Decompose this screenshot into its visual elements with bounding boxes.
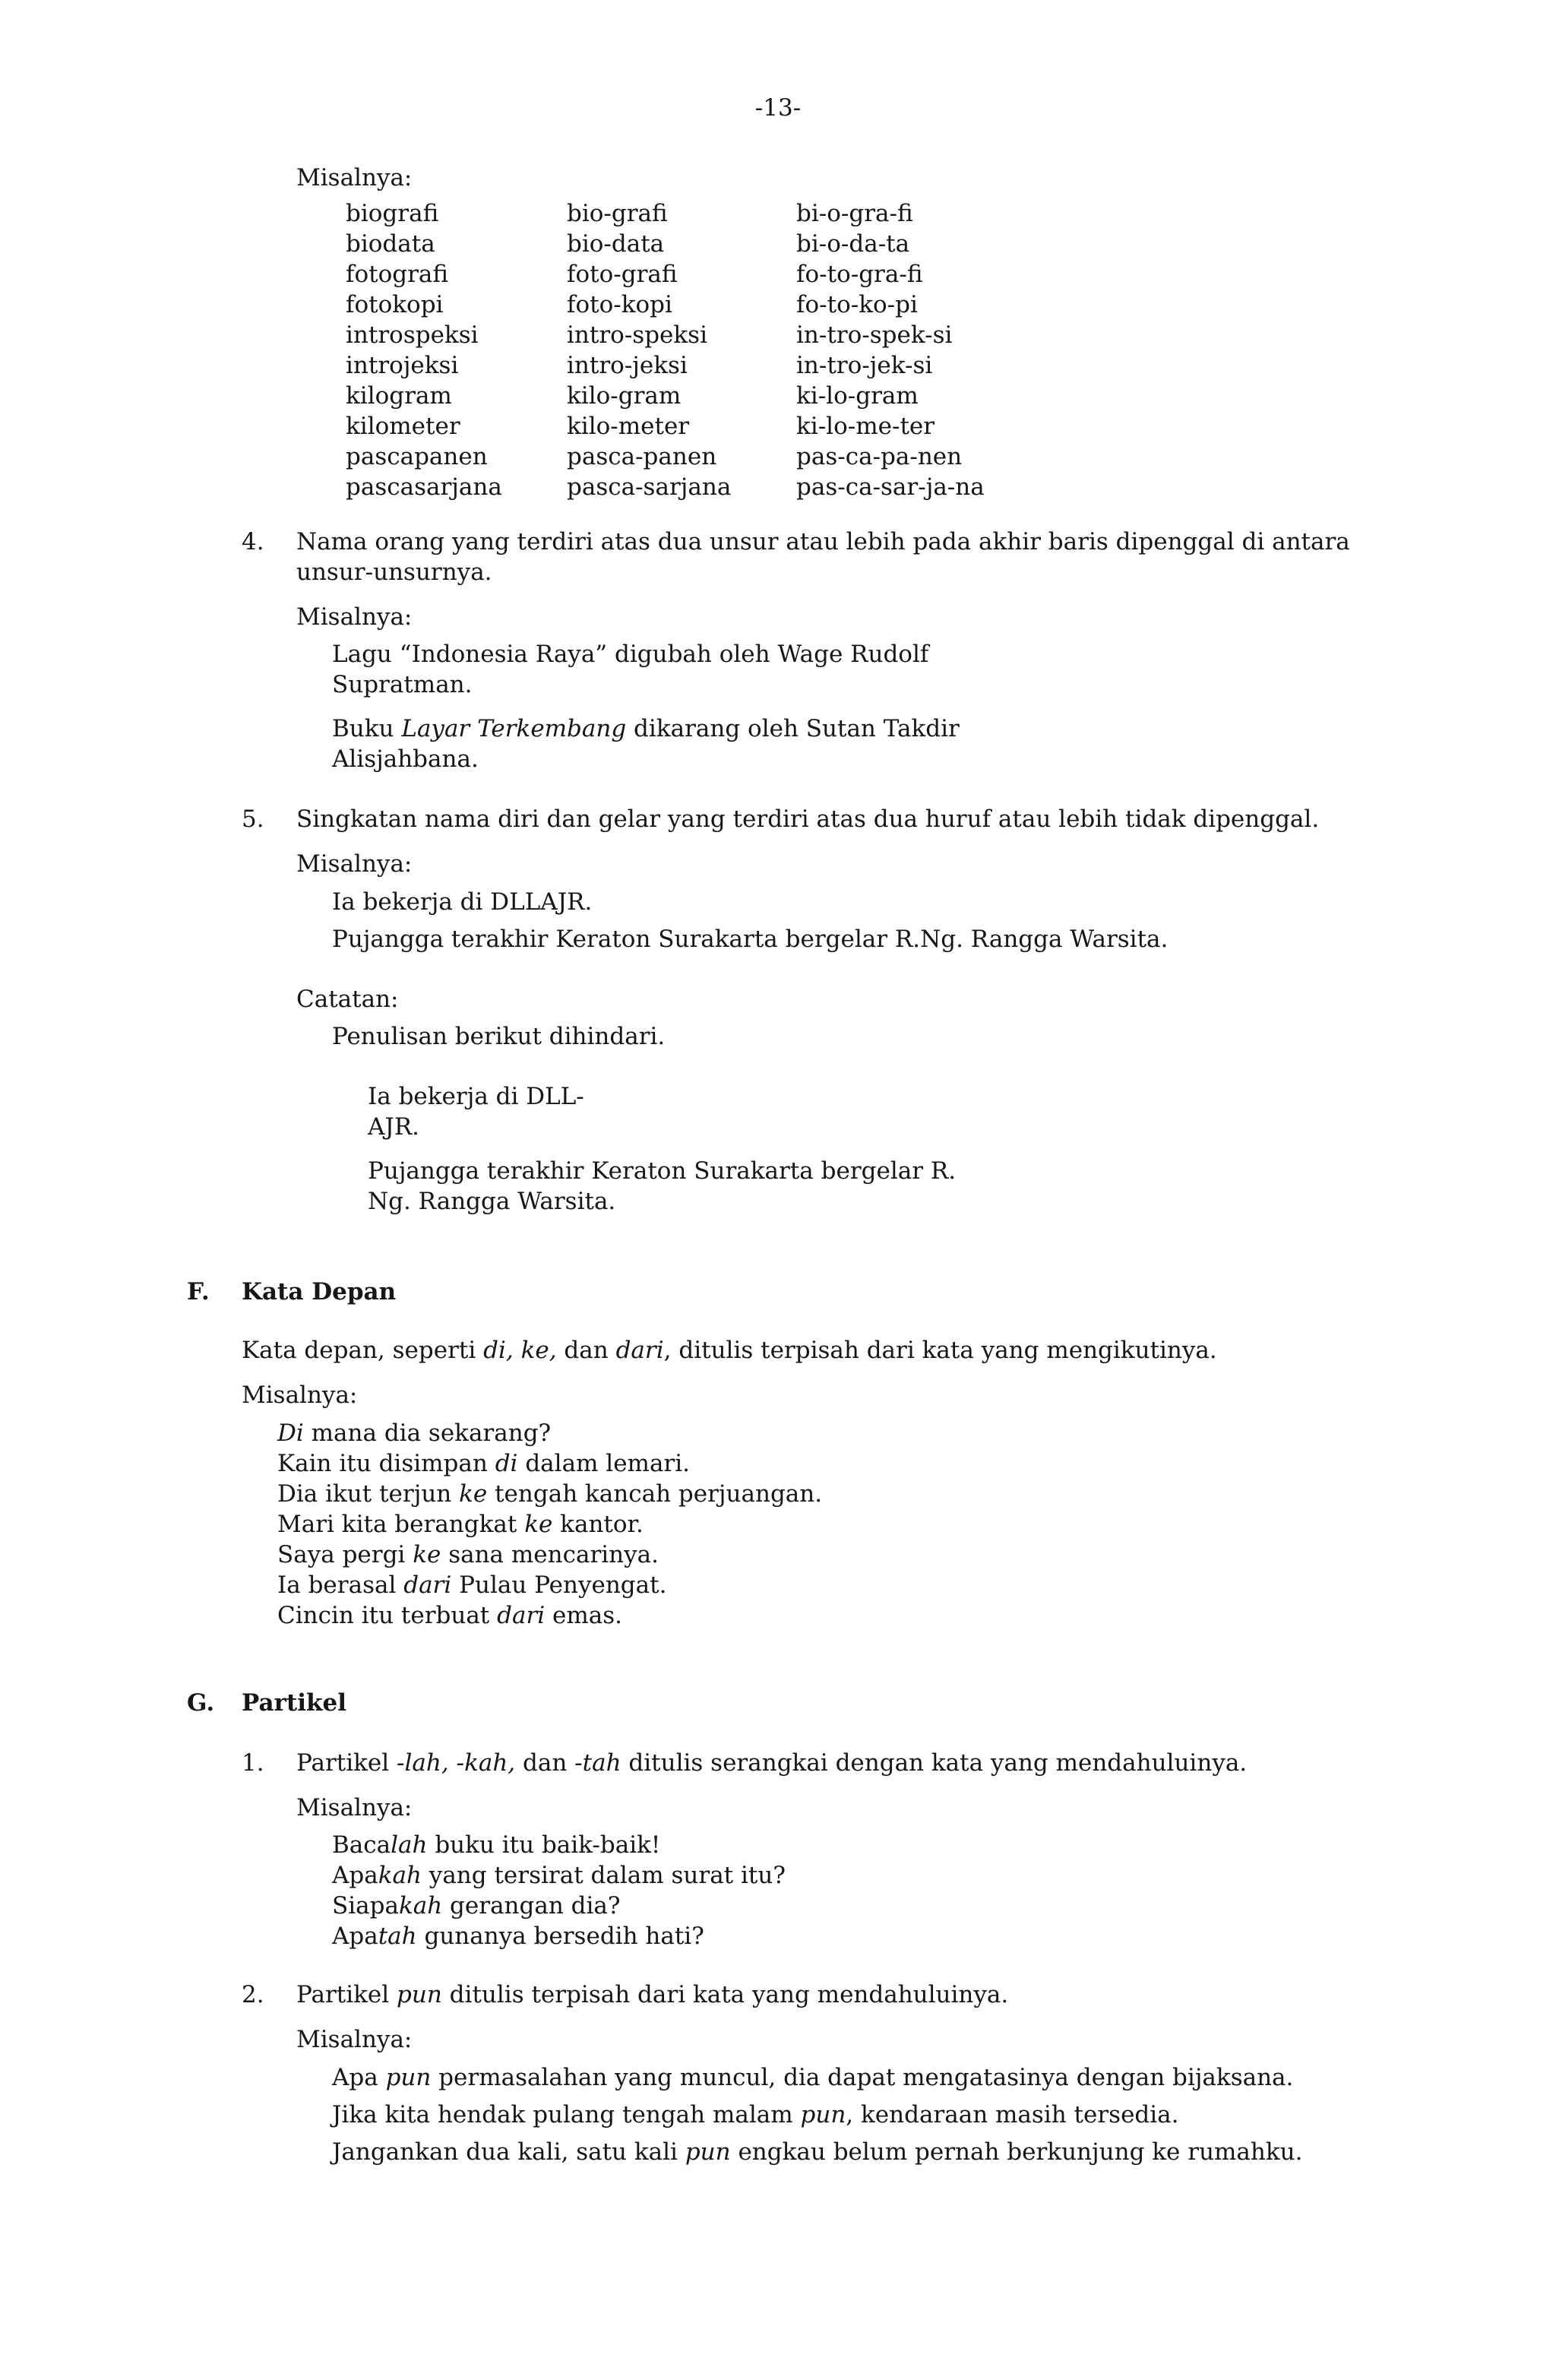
text-run: Partikel — [296, 1981, 397, 2008]
text-run: Dia ikut terjun — [277, 1480, 460, 1508]
text-run: ditulis serangkai dengan kata yang mendahuluinya. — [621, 1749, 1248, 1777]
text-run: Cincin itu terbuat — [277, 1602, 498, 1629]
hyphenation-column-words — [346, 198, 502, 502]
section-g-rule-2-number: 2. — [242, 1981, 264, 2008]
italic-term: ke — [524, 1511, 553, 1538]
italic-term: -lah, -kah, — [397, 1749, 516, 1777]
hyphenation-cell: bio-grafi — [567, 200, 668, 227]
italic-term: pun — [385, 2064, 432, 2091]
hyphenation-column-elements — [567, 198, 731, 502]
example-line — [277, 1448, 822, 1479]
rule-4-example-1 — [332, 639, 928, 700]
hyphenation-cell: bio-data — [567, 230, 665, 258]
example-line — [332, 1860, 786, 1891]
text-run: dalam lemari. — [517, 1450, 691, 1477]
hyphenation-cell: in-tro-spek-si — [796, 321, 953, 349]
text-run: Partikel — [296, 1749, 397, 1777]
section-f-example-label: Misalnya: — [242, 1381, 358, 1409]
hyphenation-cell: pas-ca-sar-ja-na — [796, 473, 985, 501]
italic-term: kah — [398, 1892, 443, 1920]
text-run: dan — [556, 1337, 616, 1364]
section-g-rule-1-number: 1. — [242, 1749, 264, 1777]
example-line: AJR. — [368, 1113, 420, 1141]
section-g-rule-1-text — [296, 1748, 1247, 1778]
italic-term: di, ke, — [483, 1337, 557, 1364]
example-line: Alisjahbana. — [332, 745, 479, 773]
section-g-rule-2-text — [296, 1980, 1008, 2010]
text-run: Jika kita hendak pulang tengah malam — [332, 2101, 801, 2128]
example-line — [332, 1921, 786, 1951]
example-line: Ng. Rangga Warsita. — [368, 1188, 616, 1215]
example-line — [332, 714, 960, 744]
italic-term: pun — [800, 2101, 846, 2128]
hyphenation-cell: biografi — [346, 200, 439, 227]
rule-4-text-line-1: Nama orang yang terdiri atas dua unsur atau lebih pada akhir baris dipenggal di antara — [296, 528, 1350, 555]
hyphenation-cell: fo-to-gra-fi — [796, 261, 923, 288]
section-g-rule-2-example-label: Misalnya: — [296, 2026, 413, 2053]
hyphenation-cell: pasca-panen — [567, 443, 717, 470]
italic-term: ke — [459, 1480, 488, 1508]
example-line — [332, 2100, 1302, 2130]
section-f-examples — [277, 1418, 822, 1631]
hyphenation-cell: bi-o-da-ta — [796, 230, 910, 258]
text-run: Jangankan dua kali, satu kali — [332, 2138, 685, 2166]
example-line — [277, 1479, 822, 1509]
hyphenation-cell: ki-lo-gram — [796, 382, 919, 410]
hyphenation-cell: fotokopi — [346, 291, 444, 318]
italic-term: kah — [378, 1862, 422, 1889]
rule-4-text-line-2: unsur-unsurnya. — [296, 559, 492, 586]
section-f-letter: F. — [187, 1278, 210, 1306]
text-run: Pulau Penyengat. — [451, 1571, 667, 1599]
text-run: gunanya bersedih hati? — [416, 1923, 704, 1950]
section-f-intro — [242, 1335, 1217, 1366]
example-line — [332, 1891, 786, 1921]
italic-term: -tah — [574, 1749, 621, 1777]
text-run: , kendaraan masih tersedia. — [846, 2101, 1179, 2128]
section-g-rule-1-example-label: Misalnya: — [296, 1794, 413, 1821]
avoid-example-1 — [368, 1081, 584, 1142]
text-run: dikarang oleh Sutan Takdir — [626, 715, 960, 742]
hyphenation-cell: pasca-sarjana — [567, 473, 732, 501]
text-run: engkau belum pernah berkunjung ke rumahku. — [730, 2138, 1303, 2166]
text-run: emas. — [545, 1602, 623, 1629]
text-run: , ditulis terpisah dari kata yang mengikutinya. — [663, 1337, 1217, 1364]
section-g-rule-1-examples — [332, 1830, 786, 1951]
italic-term: pun — [685, 2138, 731, 2166]
section-f-title: Kata Depan — [242, 1278, 397, 1306]
example-line — [277, 1509, 822, 1540]
rule-5-number: 5. — [242, 805, 264, 833]
hyphenation-cell: pas-ca-pa-nen — [796, 443, 963, 470]
example-line — [277, 1570, 822, 1600]
text-run: permasalahan yang muncul, dia dapat mengatasinya dengan bijaksana. — [431, 2064, 1294, 2091]
text-run: Kata depan, seperti — [242, 1337, 484, 1364]
section-g-rule-2-examples — [332, 2062, 1302, 2174]
rule-4-example-label: Misalnya: — [296, 603, 413, 631]
italic-term: lah — [391, 1831, 428, 1859]
hyphenation-cell: introjeksi — [346, 352, 459, 379]
hyphenation-cell: bi-o-gra-fi — [796, 200, 913, 227]
hyphenation-cell: foto-grafi — [567, 261, 678, 288]
italic-term: Di — [277, 1419, 304, 1447]
text-run: Apa — [332, 2064, 386, 2091]
hyphenation-cell: fotografi — [346, 261, 449, 288]
rule-5-example-1: Ia bekerja di DLLAJR. — [332, 888, 593, 916]
text-run: Ia berasal — [277, 1571, 404, 1599]
text-run: Saya pergi — [277, 1541, 413, 1568]
hyphenation-cell: kilometer — [346, 413, 460, 440]
text-run: Baca — [332, 1831, 391, 1859]
rule-4-text — [296, 527, 1350, 587]
rule-4-example-2 — [332, 714, 960, 774]
italic-term: tah — [378, 1923, 417, 1950]
hyphenation-cell: kilogram — [346, 382, 452, 410]
italic-term: di — [495, 1450, 518, 1477]
italic-term: ke — [413, 1541, 441, 1568]
section-g-title: Partikel — [242, 1689, 346, 1717]
text-run: tengah kancah perjuangan. — [487, 1480, 823, 1508]
example-line — [332, 2062, 1302, 2093]
hyphenation-cell: kilo-meter — [567, 413, 690, 440]
example-line — [277, 1540, 822, 1570]
rule-4-number: 4. — [242, 528, 264, 555]
text-run: sana mencarinya. — [441, 1541, 659, 1568]
avoid-example-2 — [368, 1156, 956, 1217]
rule-5-example-2: Pujangga terakhir Keraton Surakarta bergelar R.Ng. Rangga Warsita. — [332, 926, 1169, 953]
rule-5-text: Singkatan nama diri dan gelar yang terdiri atas dua huruf atau lebih tidak dipenggal. — [296, 805, 1320, 833]
text-run: dan — [515, 1749, 575, 1777]
text-run: ditulis terpisah dari kata yang mendahuluinya. — [441, 1981, 1009, 2008]
hyphenation-cell: in-tro-jek-si — [796, 352, 933, 379]
hyphenation-cell: intro-speksi — [567, 321, 708, 349]
rule-5-example-label: Misalnya: — [296, 850, 413, 878]
example-label: Misalnya: — [296, 164, 413, 191]
hyphenation-cell: intro-jeksi — [567, 352, 688, 379]
note-text: Penulisan berikut dihindari. — [332, 1023, 666, 1050]
text-run: Buku — [332, 715, 402, 742]
text-run: Kain itu disimpan — [277, 1450, 495, 1477]
example-line — [332, 1830, 786, 1860]
book-title-italic: Layar Terkembang — [401, 715, 627, 742]
note-label: Catatan: — [296, 986, 399, 1013]
example-line — [277, 1418, 822, 1448]
text-run: yang tersirat dalam surat itu? — [421, 1862, 786, 1889]
text-run: gerangan dia? — [442, 1892, 621, 1920]
italic-term: pun — [397, 1981, 442, 2008]
hyphenation-cell: kilo-gram — [567, 382, 682, 410]
hyphenation-cell: fo-to-ko-pi — [796, 291, 918, 318]
example-line: Supratman. — [332, 671, 473, 698]
example-line — [277, 1600, 822, 1631]
text-run: Siapa — [332, 1892, 399, 1920]
text-run: kantor. — [552, 1511, 644, 1538]
section-g-letter: G. — [187, 1689, 215, 1717]
text-run: mana dia sekarang? — [303, 1419, 552, 1447]
text-run: Mari kita berangkat — [277, 1511, 525, 1538]
text-run: Apa — [332, 1862, 378, 1889]
hyphenation-cell: foto-kopi — [567, 291, 672, 318]
example-line: Ia bekerja di DLL- — [368, 1083, 584, 1110]
hyphenation-cell: pascasarjana — [346, 473, 502, 501]
page-number: -13- — [754, 94, 802, 122]
hyphenation-cell: biodata — [346, 230, 435, 258]
hyphenation-column-syllables — [796, 198, 985, 502]
italic-term: dari — [403, 1571, 452, 1599]
example-line: Lagu “Indonesia Raya” digubah oleh Wage Rudolf — [332, 641, 929, 668]
hyphenation-cell: pascapanen — [346, 443, 488, 470]
example-line: Pujangga terakhir Keraton Surakarta bergelar R. — [368, 1157, 957, 1185]
text-run: Apa — [332, 1923, 378, 1950]
italic-term: dari — [497, 1602, 546, 1629]
italic-term: dari — [615, 1337, 664, 1364]
text-run: buku itu baik-baik! — [427, 1831, 661, 1859]
hyphenation-cell: ki-lo-me-ter — [796, 413, 935, 440]
hyphenation-cell: introspeksi — [346, 321, 479, 349]
example-line — [332, 2137, 1302, 2167]
